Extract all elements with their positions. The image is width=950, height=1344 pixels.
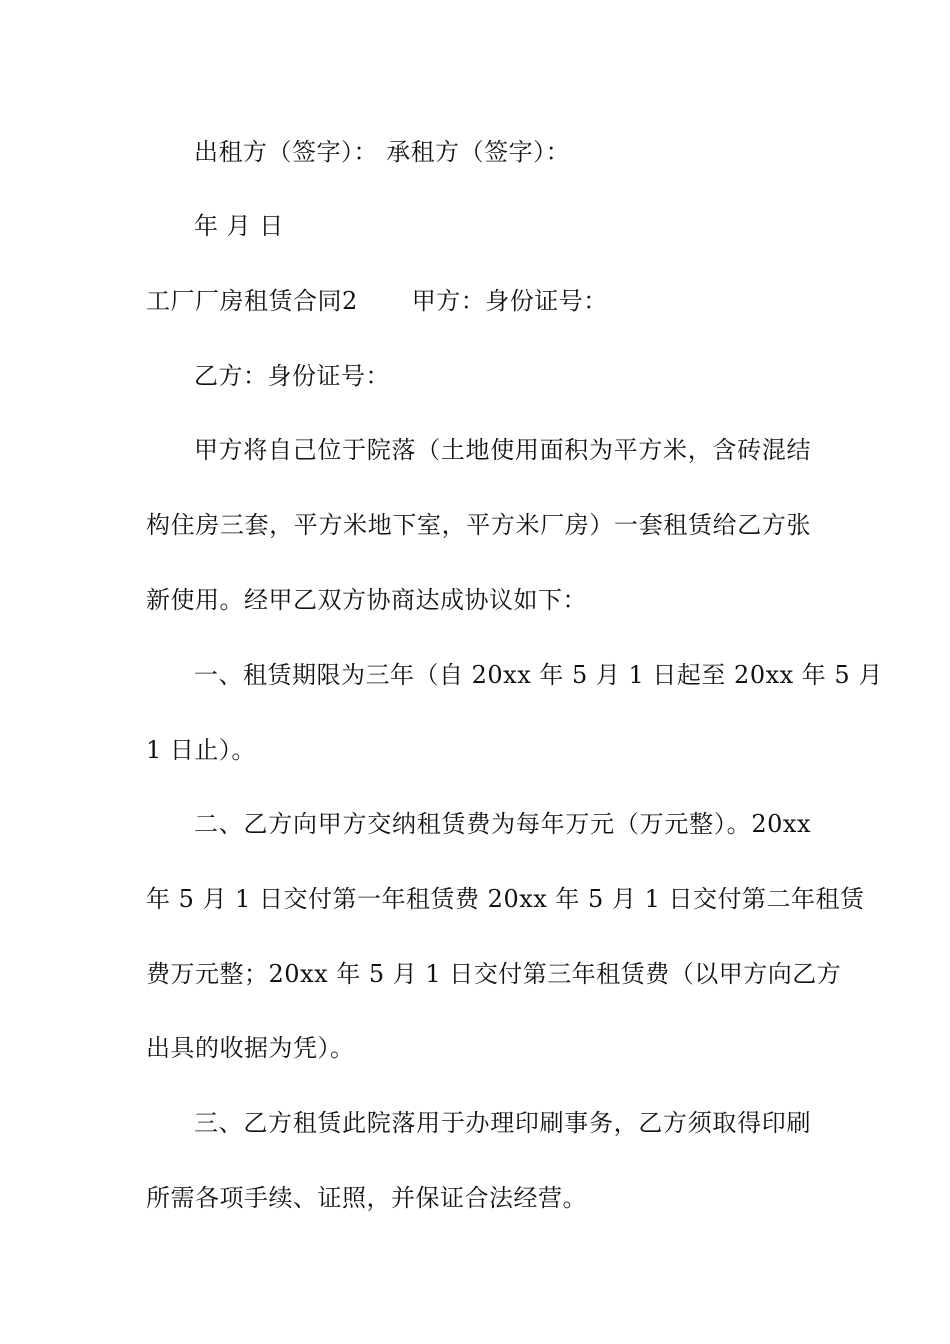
paragraph-line: 1 日止）。 xyxy=(146,736,256,764)
paragraph-line: 费万元整；20xx 年 5 月 1 日交付第三年租赁费（以甲方向乙方 xyxy=(146,960,842,988)
paragraph-line: 构住房三套，平方米地下室，平方米厂房）一套租赁给乙方张 xyxy=(146,511,811,539)
signature-line: 出租方（签字）： 承租方（签字）： xyxy=(194,138,571,166)
paragraph-line: 一、租赁期限为三年（自 20xx 年 5 月 1 日起至 20xx 年 5 月 xyxy=(194,661,883,689)
paragraph-line: 所需各项手续、证照，并保证合法经营。 xyxy=(146,1184,587,1212)
date-line: 年 月 日 xyxy=(194,212,284,240)
paragraph-line: 出具的收据为凭）。 xyxy=(146,1034,355,1062)
paragraph-line: 三、乙方租赁此院落用于办理印刷事务，乙方须取得印刷 xyxy=(194,1109,811,1137)
party-a-line: 甲方：身份证号： xyxy=(411,287,608,315)
title-row xyxy=(146,286,811,316)
paragraph-line: 甲方将自己位于院落（土地使用面积为平方米，含砖混结 xyxy=(194,436,811,464)
party-b-line: 乙方：身份证号： xyxy=(194,362,390,390)
paragraph-line: 二、乙方向甲方交纳租赁费为每年万元（万元整）。20xx xyxy=(194,810,811,838)
paragraph-line: 新使用。经甲乙双方协商达成协议如下： xyxy=(146,586,587,614)
contract-title: 工厂厂房租赁合同2 xyxy=(146,287,358,315)
paragraph-line: 年 5 月 1 日交付第一年租赁费 20xx 年 5 月 1 日交付第二年租赁 xyxy=(146,885,865,913)
